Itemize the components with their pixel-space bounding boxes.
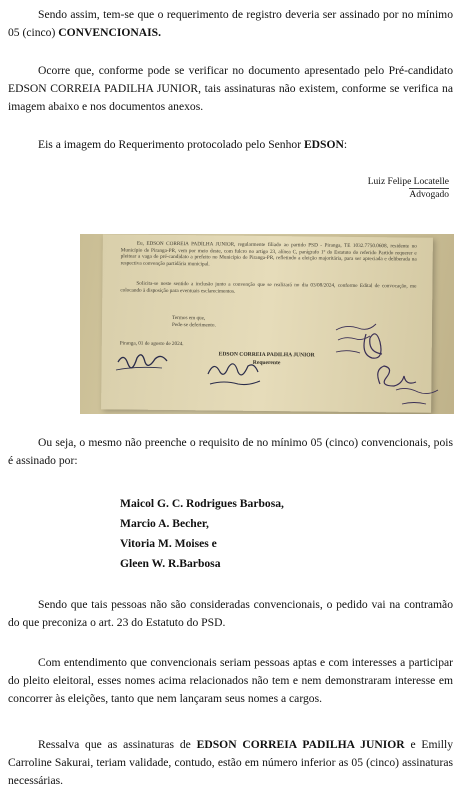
paragraph-6: Com entendimento que convencionais seriam pessoas aptas e com interesses a participar do pleito eleitoral, esses nomes acima relacionados não tem e nem demonstraram interesse em concorrer às eleições, tanto que nem lançaram seus nomes a cargos. <box>8 656 453 705</box>
photo-closing-1: Termos em que, <box>172 315 206 322</box>
paragraph-1-bold: CONVENCIONAIS. <box>58 26 161 39</box>
lawyer-name: Luiz Felipe Locatelle <box>367 177 449 187</box>
paragraph-3 <box>8 136 453 154</box>
signer-item: Vitoria M. Moises e <box>120 537 217 550</box>
paragraph-3-text: Eis a imagem do Requerimento protocolado pelo Senhor <box>38 138 304 151</box>
handwritten-signatures <box>80 234 454 414</box>
lawyer-role: Advogado <box>409 190 449 200</box>
paragraph-1-text: Sendo assim, tem-se que o requerimento de registro deveria ser assinado por no mínimo 05 (cinco) <box>8 8 453 39</box>
paragraph-3-end: : <box>343 138 348 151</box>
photo-date: Piranga, 01 de agosto de 2024. <box>119 340 184 348</box>
signer-item: Maicol G. C. Rodrigues Barbosa, <box>120 497 284 510</box>
photo-body-2: Solicita-se neste sentido a inclusão junto a convenção que se realizará no dia 03/08/2024, conforme Edital de convocação, me colocando à disposição para eventuais esclarecimentos. <box>120 280 417 295</box>
paragraph-7 <box>8 736 453 790</box>
paragraph-3-bold: EDSON <box>303 138 344 151</box>
photo-body-1: Eu, EDSON CORREIA PADILHA JUNIOR, regularmente filiado ao partido PSD - Piranga, TE 1032.7750.0608, residente no Município de Piranga-PR, vem por meio deste, com fulcro no artigo 23, alínea C, parágrafo 1º do Estatuto do referido Partido requerer e pleitear a vaga de pré-candidato a prefeito no Município de Piranga-PR, refletindo a eleição majoritária, para ser apreciada e deliberada na respectiva convenção partidária municipal. <box>120 240 417 268</box>
signers-list <box>120 494 284 574</box>
lawyer-signature <box>368 176 449 201</box>
paragraph-1 <box>8 6 453 42</box>
paragraph-7-text: Ressalva que as assinaturas de <box>38 738 197 751</box>
request-document-photo <box>80 234 454 414</box>
paragraph-4: Ou seja, o mesmo não preenche o requisito de no mínimo 05 (cinco) convencionais, pois é assinado por: <box>8 436 453 467</box>
signer-item: Marcio A. Becher, <box>120 517 209 530</box>
paragraph-7-end: e Emilly Carroline Sakurai, teriam validade, contudo, estão em número inferior as 05 (cinco) assinaturas necessárias. <box>8 738 453 787</box>
photo-requester-role: Requerente <box>252 359 281 367</box>
photo-requester-name: EDSON CORREIA PADILHA JUNIOR <box>218 351 315 359</box>
paragraph-5: Sendo que tais pessoas não são consideradas convencionais, o pedido vai na contramão do que preconiza o art. 23 do Estatuto do PSD. <box>8 598 453 629</box>
signer-item: Gleen W. R.Barbosa <box>120 557 221 570</box>
paragraph-2: Ocorre que, conforme pode se verificar no documento apresentado pelo Pré-candidato EDSON CORREIA PADILHA JUNIOR, tais assinaturas não existem, conforme se verifica na imagem abaixo e nos documentos anexos. <box>8 64 453 113</box>
paragraph-7-bold: EDSON CORREIA PADILHA JUNIOR <box>196 738 405 751</box>
photo-closing-2: Pede-se deferimento. <box>171 322 216 329</box>
